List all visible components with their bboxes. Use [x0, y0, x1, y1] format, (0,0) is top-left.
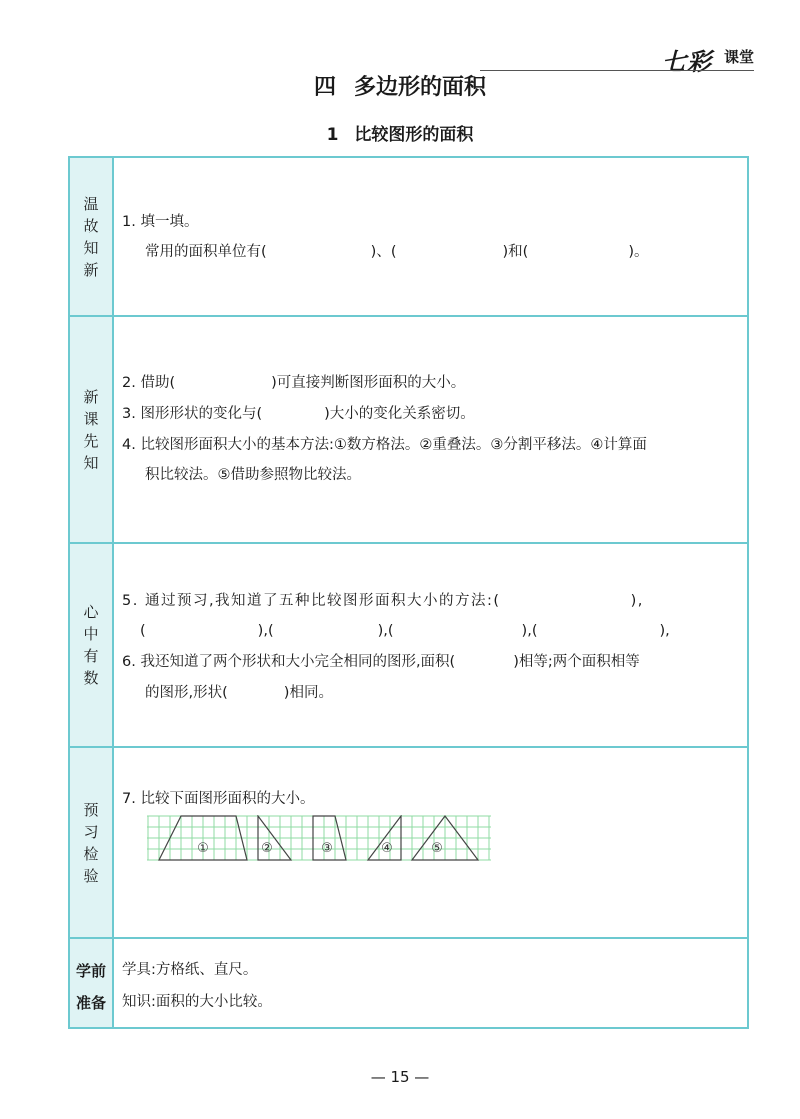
brand-mark: 七彩 — [662, 48, 712, 76]
text-fragment: )相同。 — [283, 685, 333, 701]
prep-tools: 学具:方格纸、直尺。 — [122, 962, 258, 978]
label-prep-2: 准备 — [75, 994, 106, 1012]
label-cell-mind — [70, 544, 112, 746]
text-fragment: 的图形,形状( — [145, 685, 228, 701]
label-review: 温故知新 — [83, 194, 99, 279]
text-fragment: )和( — [502, 244, 529, 260]
label-prep-1: 学前 — [75, 962, 106, 980]
row-divider — [68, 746, 749, 748]
question-6 — [122, 652, 640, 672]
shape-grid-figure — [147, 815, 491, 865]
shape-label: ③ — [321, 841, 333, 856]
question-4-cont: 积比较法。⑤借助参照物比较法。 — [145, 467, 361, 483]
brand-text: 课堂 — [723, 48, 754, 66]
label-new: 新课先知 — [83, 387, 99, 472]
text-fragment: 6. 我还知道了两个形状和大小完全相同的图形,面积( — [122, 654, 456, 670]
shape-label: ① — [197, 841, 209, 856]
chapter-name: 多边形的面积 — [354, 75, 487, 100]
shape-label: ② — [261, 841, 273, 856]
text-fragment: )、( — [370, 244, 397, 260]
row-divider — [68, 937, 749, 939]
text-fragment: )可直接判断图形面积的大小。 — [271, 375, 466, 391]
text-fragment: ),( — [377, 623, 394, 639]
question-1-blanks — [145, 242, 648, 262]
label-mind: 心中有数 — [83, 603, 99, 687]
column-divider — [112, 156, 114, 1029]
page-number: — 15 — — [370, 1068, 430, 1086]
label-cell-prep — [70, 939, 112, 1027]
text-fragment: 3. 图形形状的变化与( — [122, 406, 263, 422]
label-cell-check — [70, 748, 112, 937]
question-2 — [122, 373, 465, 393]
label-cell-review — [70, 158, 112, 315]
text-fragment: ), — [659, 623, 670, 639]
lesson-number: 1 — [326, 125, 339, 145]
question-1: 1. 填一填。 — [122, 214, 199, 230]
text-fragment: 常用的面积单位有( — [145, 244, 267, 260]
text-fragment: 5. 通过预习,我知道了五种比较图形面积大小的方法:( — [122, 593, 501, 609]
text-fragment: ), — [630, 593, 644, 609]
text-fragment: )。 — [628, 244, 649, 260]
question-7: 7. 比较下面图形面积的大小。 — [122, 791, 315, 807]
shape-label: ④ — [381, 841, 393, 856]
label-check: 预习检验 — [83, 800, 99, 885]
question-5-blanks — [140, 621, 670, 641]
text-fragment: 2. 借助( — [122, 375, 176, 391]
question-3 — [122, 404, 475, 424]
text-fragment: ),( — [257, 623, 274, 639]
text-fragment: )大小的变化关系密切。 — [324, 406, 475, 422]
row-divider — [68, 315, 749, 317]
prep-knowledge: 知识:面积的大小比较。 — [122, 994, 272, 1010]
chapter-title — [0, 70, 800, 101]
chapter-number: 四 — [313, 75, 336, 100]
question-6-cont — [145, 683, 333, 703]
lesson-title — [0, 120, 800, 145]
text-fragment: ( — [140, 623, 146, 639]
question-5 — [122, 591, 644, 611]
text-fragment: )相等;两个面积相等 — [513, 654, 640, 670]
lesson-name: 比较图形的面积 — [354, 125, 474, 145]
text-fragment: ),( — [521, 623, 538, 639]
row-divider — [68, 542, 749, 544]
shape-label: ⑤ — [431, 841, 443, 856]
question-4: 4. 比较图形面积大小的基本方法:①数方格法。②重叠法。③分割平移法。④计算面 — [122, 437, 647, 453]
label-cell-new — [70, 317, 112, 542]
